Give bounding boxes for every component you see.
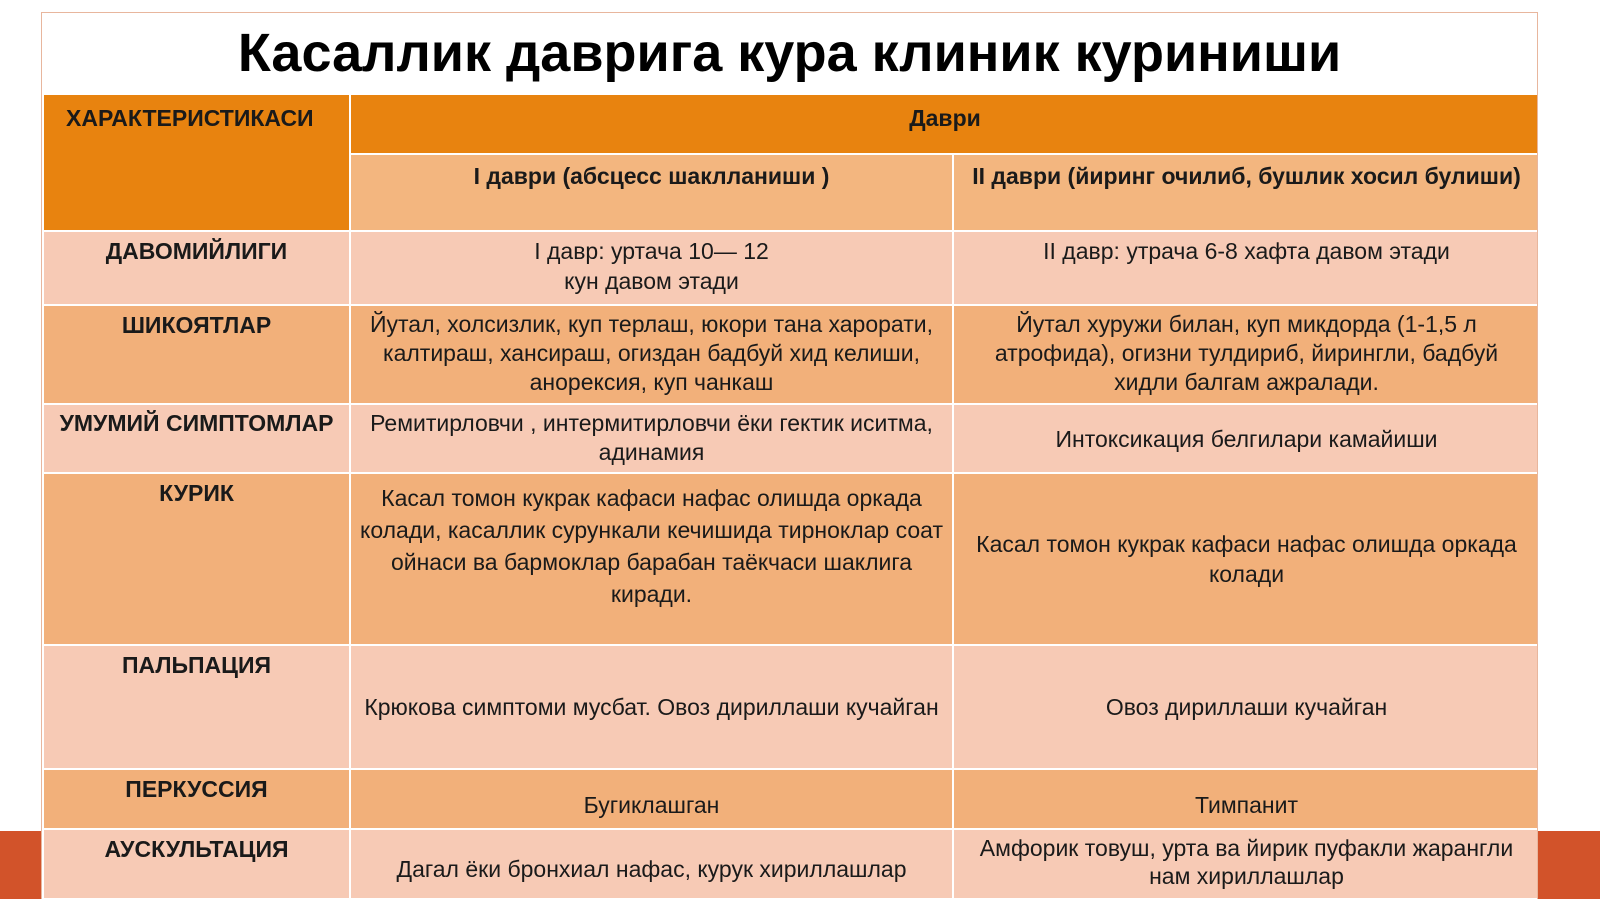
row-label: ШИКОЯТЛАР bbox=[43, 305, 350, 404]
header-stage-2: II даври (йиринг очилиб, бушлик хосил булиши) bbox=[953, 154, 1538, 231]
table-row bbox=[43, 473, 1538, 645]
row-cell-stage-1: Бугиклашган bbox=[350, 769, 953, 829]
table-row bbox=[43, 404, 1538, 473]
row-cell-stage-1: Крюкова симптоми мусбат. Овоз дириллаши кучайган bbox=[350, 645, 953, 769]
slide bbox=[41, 12, 1538, 899]
row-label: УМУМИЙ СИМПТОМЛАР bbox=[43, 404, 350, 473]
row-label: ДАВОМИЙЛИГИ bbox=[43, 231, 350, 305]
header-characteristic: ХАРАКТЕРИСТИКАСИ bbox=[43, 94, 350, 231]
row-cell-stage-2: Овоз дириллаши кучайган bbox=[953, 645, 1538, 769]
table-row bbox=[43, 231, 1538, 305]
table-row bbox=[43, 645, 1538, 769]
row-cell-stage-1: Касал томон кукрак кафаси нафас олишда оркада колади, касаллик сурункали кечишида тирноклар соат ойнаси ва бармоклар барабан таёкчаси шаклига киради. bbox=[350, 473, 953, 645]
row-cell-stage-1: I давр: уртача 10— 12 кун давом этади bbox=[350, 231, 953, 305]
row-label: ПЕРКУССИЯ bbox=[43, 769, 350, 829]
row-cell-stage-2: II давр: утрача 6-8 хафта давом этади bbox=[953, 231, 1538, 305]
row-cell-stage-2: Йутал хуружи билан, куп микдорда (1-1,5 л атрофида), огизни тулдириб, йирингли, бадбуй хидли балгам ажралади. bbox=[953, 305, 1538, 404]
clinical-table bbox=[42, 93, 1538, 899]
table-row bbox=[43, 769, 1538, 829]
slide-title: Касаллик даврига кура клиник куриниши bbox=[237, 23, 1342, 83]
row-label: ПАЛЬПАЦИЯ bbox=[43, 645, 350, 769]
row-label: АУСКУЛЬТАЦИЯ bbox=[43, 829, 350, 899]
row-label: КУРИК bbox=[43, 473, 350, 645]
table-row bbox=[43, 305, 1538, 404]
row-cell-stage-2: Интоксикация белгилари камайиши bbox=[953, 404, 1538, 473]
row-cell-stage-1: Дагал ёки бронхиал нафас, курук хириллашлар bbox=[350, 829, 953, 899]
table-row bbox=[43, 829, 1538, 899]
row-cell-stage-2: Амфорик товуш, урта ва йирик пуфакли жарангли нам хириллашлар bbox=[953, 829, 1538, 899]
header-period: Даври bbox=[350, 94, 1538, 154]
header-stage-1: I даври (абсцесс шаклланиши ) bbox=[350, 154, 953, 231]
row-cell-stage-2: Касал томон кукрак кафаси нафас олишда оркада колади bbox=[953, 473, 1538, 645]
row-cell-stage-1: Ремитирловчи , интермитирловчи ёки гектик иситма, адинамия bbox=[350, 404, 953, 473]
row-cell-stage-1: Йутал, холсизлик, куп терлаш, юкори тана харорати, калтираш, хансираш, огиздан бадбуй хид келиши, анорексия, куп чанкаш bbox=[350, 305, 953, 404]
row-cell-stage-2: Тимпанит bbox=[953, 769, 1538, 829]
